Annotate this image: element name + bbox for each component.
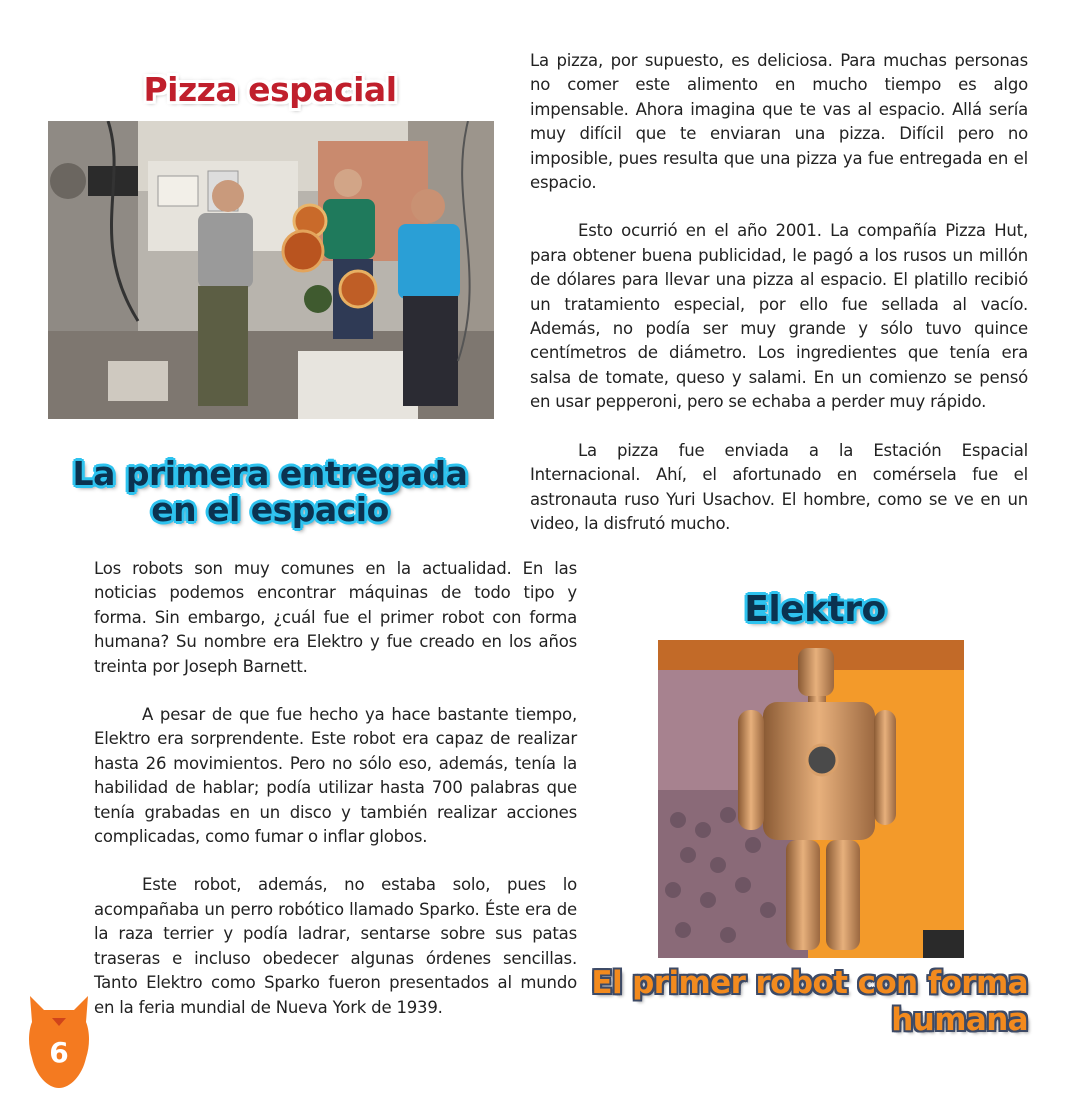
pizza-subtitle-line2: en el espacio	[151, 490, 389, 529]
elektro-photo	[658, 640, 964, 958]
elektro-subtitle-line2: humana	[891, 1002, 1028, 1038]
elektro-paragraph-2: A pesar de que fue hecho ya hace bastante tiempo, Elektro era sorprendente. Este robot era capaz de realizar hasta 26 movimientos. Pero no sólo eso, además, tenía la habilidad de hablar; podía utilizar hasta 700 palabras que tenía grabadas en un disco y también realizar acciones complicadas, como fumar o inflar globos.	[94, 705, 577, 847]
elektro-paragraph-1: Los robots son muy comunes en la actualidad. En las noticias podemos encontrar máquinas de todo tipo y forma. Sin embargo, ¿cuál fue el primer robot con forma humana? Su nombre era Elektro y fue creado en los años treinta por Joseph Barnett.	[94, 559, 577, 676]
elektro-paragraph-3: Este robot, además, no estaba solo, pues lo acompañaba un perro robótico llamado Sparko. Éste era de la raza terrier y podía ladrar, sentarse sobre sus patas traseras e incluso obedecer algunas órdenes sencillas. Tanto Elektro como Sparko fueron presentados al mundo en la feria mundial de Nueva York de 1939.	[94, 875, 577, 1017]
elektro-article	[94, 557, 577, 1044]
pizza-paragraph-2: Esto ocurrió en el año 2001. La compañía Pizza Hut, para obtener buena publicidad, le pagó a los rusos un millón de dólares para llevar una pizza al espacio. El platillo recibió un tratamiento especial, por ello fue sellada al vacío. Además, no podía ser muy grande y sólo tuvo quince centímetros de diámetro. Los ingredientes que tenía era salsa de tomate, queso y salami. En un comienzo se pensó en usar pepperoni, pero se echaba a perder muy rápido.	[530, 221, 1028, 412]
pizza-title: Pizza espacial	[143, 70, 397, 109]
elektro-title: Elektro	[744, 589, 886, 630]
pizza-paragraph-3: La pizza fue enviada a la Estación Espacial Internacional. Ahí, el afortunado en comérsela fue el astronauta ruso Yuri Usachov. El hombre, como se ve en un video, la disfrutó mucho.	[530, 440, 1028, 533]
pizza-subtitle-line1: La primera entregada	[72, 454, 468, 493]
pizza-photo	[48, 121, 494, 419]
elektro-subtitle-line1: El primer robot con forma	[591, 965, 1028, 1001]
pizza-article	[530, 49, 1028, 560]
pizza-paragraph-1: La pizza, por supuesto, es deliciosa. Para muchas personas no comer este alimento en mucho tiempo es algo impensable. Ahora imagina que te vas al espacio. Allá sería muy difícil que te enviaran una pizza. Difícil pero no imposible, pues resulta que una pizza ya fue entregada en el espacio.	[530, 51, 1028, 193]
page-number: 6	[49, 1036, 69, 1069]
elektro-subtitle	[560, 965, 1028, 1039]
pizza-subtitle	[60, 456, 480, 528]
page-badge	[26, 992, 92, 1090]
